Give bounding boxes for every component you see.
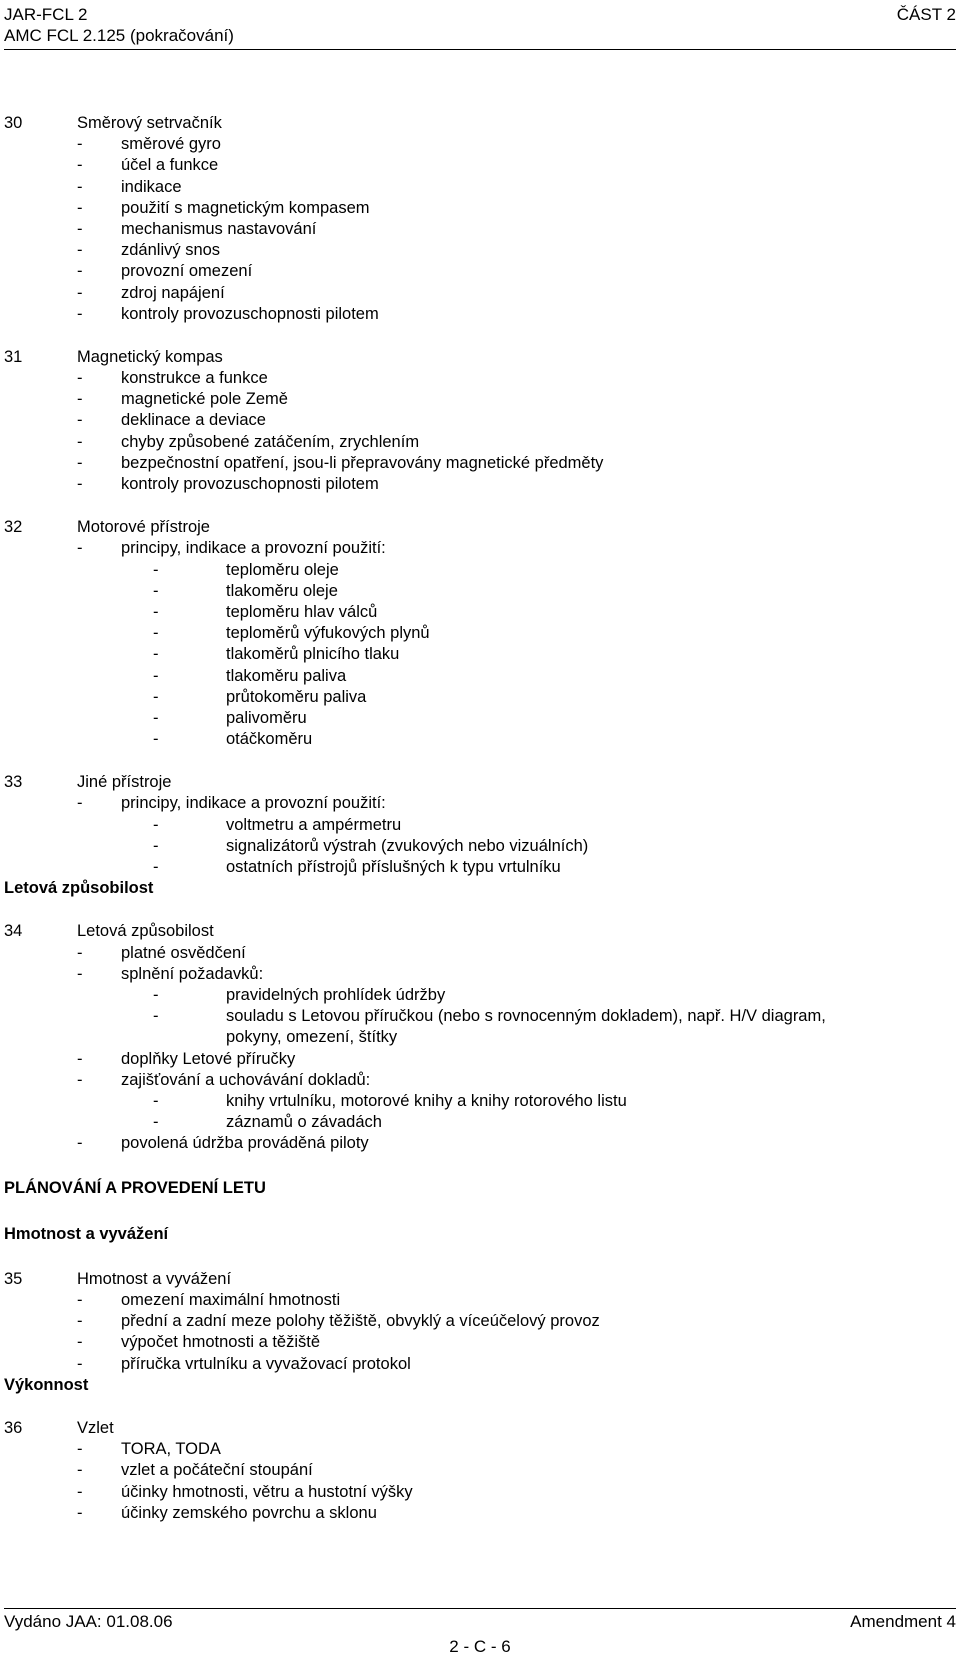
bullet-dash: - xyxy=(153,560,159,579)
bullet-dash: - xyxy=(77,1333,83,1352)
syllabus-topic xyxy=(4,113,952,134)
section-heading-text: PLÁNOVÁNÍ A PROVEDENÍ LETU xyxy=(4,1179,266,1198)
bullet-dash: - xyxy=(77,411,83,430)
section-heading-text: Letová způsobilost xyxy=(4,879,154,898)
topic-number: 30 xyxy=(4,114,23,132)
bullet-dash: - xyxy=(77,262,83,281)
sub-list-item-text: teploměru oleje xyxy=(226,560,339,579)
section-heading xyxy=(4,1224,952,1245)
list-item-text: povolená údržba prováděná piloty xyxy=(121,1134,369,1153)
sub-list-item xyxy=(4,602,952,623)
list-item-text: omezení maximální hmotnosti xyxy=(121,1291,341,1309)
bullet-dash: - xyxy=(77,198,83,217)
list-item xyxy=(4,1070,952,1091)
bullet-dash: - xyxy=(77,1461,83,1480)
list-item-text: provozní omezení xyxy=(121,262,253,281)
spacer xyxy=(4,1154,952,1178)
list-item xyxy=(4,1290,952,1311)
list-item-text: doplňky Letové příručky xyxy=(121,1049,296,1068)
list-item-text: konstrukce a funkce xyxy=(121,369,268,388)
sub-list-item-text: teploměru hlav válců xyxy=(226,602,378,621)
sub-list-item xyxy=(4,815,952,836)
syllabus-topic xyxy=(4,1269,952,1290)
bullet-dash: - xyxy=(77,1049,83,1068)
bullet-dash: - xyxy=(153,1091,159,1110)
sub-list-item-text: tlakoměru oleje xyxy=(226,581,338,600)
list-item xyxy=(4,283,952,304)
sub-list-item-text: záznamů o závadách xyxy=(226,1113,382,1132)
document-part: ČÁST 2 xyxy=(896,5,956,24)
list-item xyxy=(4,240,952,261)
bullet-dash: - xyxy=(77,1503,83,1522)
bullet-dash: - xyxy=(153,624,159,643)
section-heading xyxy=(4,878,952,899)
list-item-text: vzlet a počáteční stoupání xyxy=(121,1461,313,1480)
sub-list-item-text: teploměrů výfukových plynů xyxy=(226,624,430,643)
bullet-dash: - xyxy=(153,687,159,706)
list-item xyxy=(4,177,952,198)
sub-list-item-text: voltmetru a ampérmetru xyxy=(226,815,402,834)
sub-list-item xyxy=(4,644,952,665)
spacer xyxy=(4,1396,952,1418)
section-heading xyxy=(4,1375,952,1396)
bullet-dash: - xyxy=(153,858,159,876)
bullet-dash: - xyxy=(77,1440,83,1459)
bullet-dash: - xyxy=(77,1070,83,1089)
list-item xyxy=(4,389,952,410)
topic-number: 36 xyxy=(4,1418,23,1437)
list-item xyxy=(4,410,952,431)
bullet-dash: - xyxy=(77,964,83,983)
bullet-dash: - xyxy=(153,985,159,1004)
topic-title: Směrový setrvačník xyxy=(77,114,222,132)
sub-list-item xyxy=(4,560,952,581)
spacer xyxy=(4,495,952,517)
topic-number: 32 xyxy=(4,518,23,537)
sub-list-item-text: knihy vrtulníku, motorové knihy a knihy rotorového listu xyxy=(226,1091,627,1110)
syllabus-topic xyxy=(4,772,952,793)
list-item-text: indikace xyxy=(121,177,182,196)
list-item xyxy=(4,261,952,282)
list-item-text: platné osvědčení xyxy=(121,943,246,962)
list-item-text: kontroly provozuschopnosti pilotem xyxy=(121,304,379,323)
list-item-text: TORA, TODA xyxy=(121,1440,221,1459)
issue-date: Vydáno JAA: 01.08.06 xyxy=(4,1612,173,1631)
bullet-dash: - xyxy=(153,815,159,834)
section-heading-text: Výkonnost xyxy=(4,1375,89,1394)
document-id: JAR-FCL 2 xyxy=(4,5,88,24)
list-item xyxy=(4,793,952,814)
bullet-dash: - xyxy=(153,1113,159,1132)
sub-list-item xyxy=(4,666,952,687)
bullet-dash: - xyxy=(77,1312,83,1331)
list-item-text: kontroly provozuschopnosti pilotem xyxy=(121,475,379,493)
sub-list-item-text: signalizátorů výstrah (zvukových nebo vizuálních) xyxy=(226,836,589,855)
sub-list-item xyxy=(4,857,952,878)
list-item-text: směrové gyro xyxy=(121,135,221,154)
list-item-text: deklinace a deviace xyxy=(121,411,266,430)
list-item xyxy=(4,453,952,474)
sub-list-item-continuation xyxy=(4,1027,952,1048)
sub-list-item xyxy=(4,708,952,729)
topic-title: Jiné přístroje xyxy=(77,773,172,792)
sub-list-item xyxy=(4,687,952,708)
bullet-dash: - xyxy=(77,1134,83,1153)
topic-title: Letová způsobilost xyxy=(77,922,214,941)
bullet-dash: - xyxy=(153,666,159,685)
list-item xyxy=(4,1439,952,1460)
list-item-text: chyby způsobené zatáčením, zrychlením xyxy=(121,432,420,451)
list-item-text: zajišťování a uchovávání dokladů: xyxy=(121,1070,371,1089)
spacer xyxy=(4,1200,952,1224)
bullet-dash: - xyxy=(153,602,159,621)
topic-title: Motorové přístroje xyxy=(77,518,210,537)
page-number: 2 - C - 6 xyxy=(449,1637,511,1656)
bullet-dash: - xyxy=(77,390,83,409)
list-item-text: účinky zemského povrchu a sklonu xyxy=(121,1503,377,1522)
list-item-text: principy, indikace a provozní použití: xyxy=(121,794,386,813)
sub-list-item-text: pokyny, omezení, štítky xyxy=(226,1028,398,1047)
header-rule xyxy=(4,49,956,50)
list-item xyxy=(4,1049,952,1070)
bullet-dash: - xyxy=(77,241,83,260)
section-heading xyxy=(4,1178,952,1199)
list-item xyxy=(4,219,952,240)
bullet-dash: - xyxy=(153,645,159,664)
bullet-dash: - xyxy=(77,432,83,451)
spacer xyxy=(4,899,952,921)
bullet-dash: - xyxy=(77,219,83,238)
list-item-text: bezpečnostní opatření, jsou-li přepravovány magnetické předměty xyxy=(121,453,604,472)
sub-list-item xyxy=(4,836,952,857)
sub-list-item-text: palivoměru xyxy=(226,708,307,727)
bullet-dash: - xyxy=(153,581,159,600)
list-item xyxy=(4,368,952,389)
sub-list-item-text: otáčkoměru xyxy=(226,730,313,749)
bullet-dash: - xyxy=(77,1482,83,1501)
topic-number: 34 xyxy=(4,922,23,941)
sub-list-item-text: souladu s Letovou příručkou (nebo s rovnocenným dokladem), např. H/V diagram, xyxy=(226,1007,826,1026)
list-item-text: výpočet hmotnosti a těžiště xyxy=(121,1333,321,1352)
list-item xyxy=(4,1460,952,1481)
bullet-dash: - xyxy=(77,475,83,493)
list-item xyxy=(4,1332,952,1353)
list-item xyxy=(4,1133,952,1154)
list-item xyxy=(4,155,952,176)
sub-list-item-text: tlakoměrů plnicího tlaku xyxy=(226,645,400,664)
section-subtitle: AMC FCL 2.125 (pokračování) xyxy=(4,26,234,45)
bullet-dash: - xyxy=(77,453,83,472)
list-item xyxy=(4,1311,952,1332)
sub-list-item xyxy=(4,985,952,1006)
syllabus-topic xyxy=(4,517,952,538)
topic-title: Magnetický kompas xyxy=(77,347,223,366)
spacer xyxy=(4,325,952,347)
amendment-label: Amendment 4 xyxy=(850,1612,956,1631)
bullet-dash: - xyxy=(153,1007,159,1026)
bullet-dash: - xyxy=(77,943,83,962)
syllabus-topic xyxy=(4,921,952,942)
sub-list-item xyxy=(4,1006,952,1027)
list-item-text: použití s magnetickým kompasem xyxy=(121,198,370,217)
bullet-dash: - xyxy=(77,1291,83,1309)
list-item xyxy=(4,1503,952,1524)
list-item-text: účinky hmotnosti, větru a hustotní výšky xyxy=(121,1482,413,1501)
page-header xyxy=(4,4,956,46)
bullet-dash: - xyxy=(77,369,83,388)
topic-number: 31 xyxy=(4,347,23,366)
list-item xyxy=(4,134,952,155)
bullet-dash: - xyxy=(77,135,83,154)
bullet-dash: - xyxy=(153,836,159,855)
list-item-text: přední a zadní meze polohy těžiště, obvyklý a víceúčelový provoz xyxy=(121,1312,600,1331)
list-item-text: splnění požadavků: xyxy=(121,964,264,983)
list-item xyxy=(4,538,952,559)
list-item xyxy=(4,964,952,985)
section-heading-text: Hmotnost a vyvážení xyxy=(4,1224,169,1243)
bullet-dash: - xyxy=(153,730,159,749)
list-item-text: magnetické pole Země xyxy=(121,390,288,409)
list-item xyxy=(4,474,952,495)
list-item-text: účel a funkce xyxy=(121,156,219,175)
sub-list-item-text: ostatních přístrojů příslušných k typu vrtulníku xyxy=(226,858,561,876)
sub-list-item xyxy=(4,1112,952,1133)
list-item-text: principy, indikace a provozní použití: xyxy=(121,539,386,558)
bullet-dash: - xyxy=(77,539,83,558)
topic-title: Hmotnost a vyvážení xyxy=(77,1269,232,1288)
syllabus-content xyxy=(4,113,952,1524)
list-item xyxy=(4,304,952,325)
topic-number: 35 xyxy=(4,1269,23,1288)
bullet-dash: - xyxy=(77,177,83,196)
bullet-dash: - xyxy=(77,283,83,302)
list-item xyxy=(4,943,952,964)
spacer xyxy=(4,1245,952,1269)
list-item xyxy=(4,1482,952,1503)
sub-list-item xyxy=(4,581,952,602)
list-item-text: zdánlivý snos xyxy=(121,241,221,260)
list-item xyxy=(4,432,952,453)
bullet-dash: - xyxy=(77,1354,83,1373)
topic-title: Vzlet xyxy=(77,1418,114,1437)
sub-list-item-text: tlakoměru paliva xyxy=(226,666,347,685)
list-item-text: příručka vrtulníku a vyvažovací protokol xyxy=(121,1354,411,1373)
list-item-text: zdroj napájení xyxy=(121,283,225,302)
spacer xyxy=(4,750,952,772)
page-footer xyxy=(4,1611,956,1657)
sub-list-item xyxy=(4,1091,952,1112)
syllabus-topic xyxy=(4,1418,952,1439)
sub-list-item xyxy=(4,623,952,644)
sub-list-item xyxy=(4,729,952,750)
syllabus-topic xyxy=(4,347,952,368)
list-item-text: mechanismus nastavování xyxy=(121,219,317,238)
bullet-dash: - xyxy=(153,708,159,727)
bullet-dash: - xyxy=(77,304,83,323)
list-item xyxy=(4,1354,952,1375)
bullet-dash: - xyxy=(77,794,83,813)
topic-number: 33 xyxy=(4,773,23,792)
list-item xyxy=(4,198,952,219)
bullet-dash: - xyxy=(77,156,83,175)
sub-list-item-text: průtokoměru paliva xyxy=(226,687,367,706)
footer-rule xyxy=(4,1608,956,1609)
sub-list-item-text: pravidelných prohlídek údržby xyxy=(226,985,446,1004)
